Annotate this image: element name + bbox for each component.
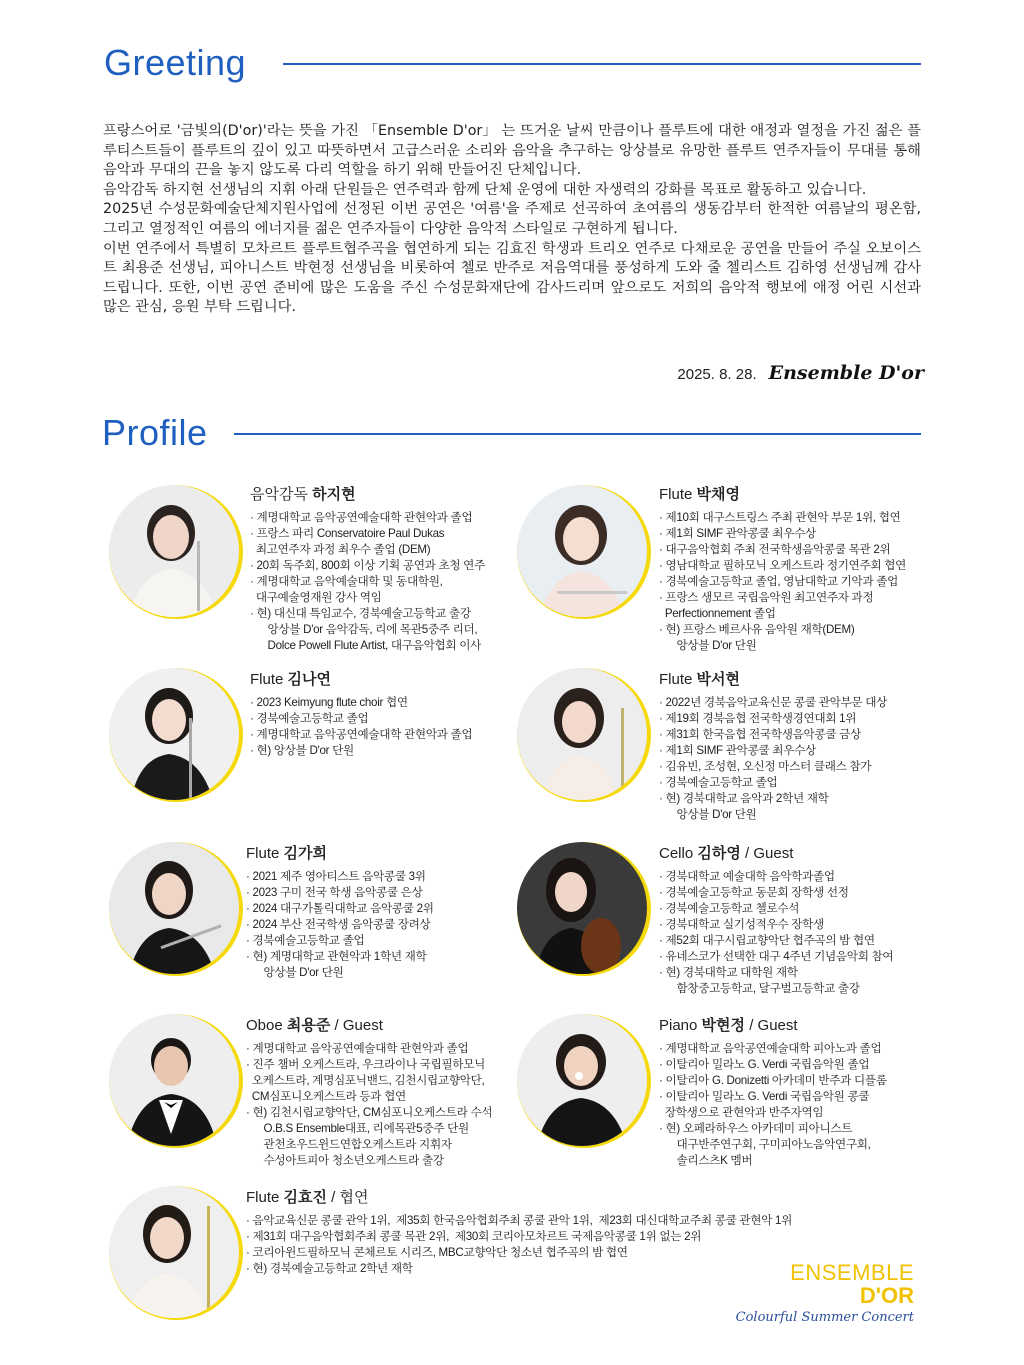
profile-item: · 현) 앙상블 D'or 단원 — [250, 744, 354, 757]
profile-item: · 김유빈, 조성현, 오신정 마스터 클래스 참가 — [659, 760, 872, 773]
profile-list — [246, 1213, 792, 1277]
profile-title: Profile — [102, 412, 208, 453]
profile-item: · 경북예술고등학교 졸업 — [659, 776, 778, 789]
profile-card — [659, 1014, 887, 1169]
profile-item: · 20회 독주회, 800회 이상 기획 공연과 초청 연주 — [250, 559, 485, 572]
profile-item: 함창중고등학교, 달구벌고등학교 출강 — [659, 982, 860, 995]
profile-item: 관천초우드윈드연합오케스트라 지휘자 — [246, 1138, 452, 1151]
profile-item: · 코리아윈드필하모닉 콘체르토 시리즈, MBC교향악단 청소년 협주곡의 밤 협연 — [246, 1246, 628, 1259]
logo-concert-title: Colourful Summer Concert — [735, 1310, 914, 1325]
profile-name: Piano 박현정 / Guest — [659, 1017, 798, 1034]
profile-item: 수성아트피아 청소년오케스트라 출강 — [246, 1154, 444, 1167]
portrait-photo — [517, 668, 647, 800]
profile-item: · 경북예술고등학교 동문회 장학생 선정 — [659, 886, 849, 899]
portrait-photo — [109, 668, 239, 800]
ensemble-signature: Ensemble D'or — [768, 362, 924, 384]
profile-item: · 현) 경북대학교 대학원 재학 — [659, 966, 798, 979]
profile-name: Flute 김가희 — [246, 845, 328, 862]
profile-item: O.B.S Ensemble대표, 리에목관5중주 단원 — [246, 1122, 469, 1135]
profile-item: · 경북예술고등학교 졸업, 영남대학교 기악과 졸업 — [659, 575, 899, 588]
profile-item: · 계명대학교 음악공연예술대학 피아노과 졸업 — [659, 1042, 882, 1055]
profile-list — [246, 1041, 492, 1169]
greeting-paragraph: 이번 연주에서 특별히 모차르트 플루트협주곡을 협연하게 되는 김효진 학생과 트리오 연주로 다채로운 공연을 만들어 주실 오보이스트 최용준 선생님, 피아니스트 박현정 선생님을 비롯하여 첼로 반주로 저음역대를 풍성하게 도와 줄 첼리스트 김하영 선생님께 감사드립니다. 또한, 이번 공연 준비에 많은 도움을 주신 수성문화재단에 감사드리며 앞으로도 저희의 음악적 행보에 애정 어린 시선과 많은 관심, 응원 부탁 드립니다. — [103, 240, 921, 316]
profile-card — [246, 1014, 492, 1169]
profile-name: Flute 박채영 — [659, 486, 741, 503]
logo-ensemble: ENSEMBLE — [790, 1260, 914, 1285]
profile-item: · 2023 구미 전국 학생 음악콩쿨 은상 — [246, 886, 423, 899]
profile-list — [659, 869, 893, 997]
profile-item: · 2024 부산 전국학생 음악콩쿨 장려상 — [246, 918, 431, 931]
greeting-paragraph: 프랑스어로 '금빛의(D'or)'라는 뜻을 가진 「Ensemble D'or」 는 뜨거운 날씨 만큼이나 플루트에 대한 애정과 열정을 가진 젊은 플루티스트들이 플루트의 깊이 있고 따뜻하면서 고급스러운 소리와 음악을 추구하는 앙상블로 유망한 플루트 연주자들이 무대를 통해 음악과 무대의 끈을 놓지 않도록 다리 역할을 하기 위해 만들어진 단체입니다. — [103, 123, 921, 179]
profile-item: · 현) 프랑스 베르사유 음악원 재학(DEM) — [659, 623, 855, 636]
profile-item: · 경북예술고등학교 졸업 — [250, 712, 369, 725]
profile-item: · 계명대학교 음악공연예술대학 관현악과 졸업 — [250, 511, 473, 524]
ensemble-logo — [736, 1262, 914, 1325]
profile-item: · 경북예술고등학교 첼로수석 — [659, 902, 800, 915]
profile-card — [250, 483, 485, 654]
profile-item: 솔리스츠K 멤버 — [659, 1154, 753, 1167]
profile-item: · 제31회 대구음악협회주최 콩쿨 목관 2위, 제30회 코리아모차르트 국제음악콩쿨 1위 없는 2위 — [246, 1230, 702, 1243]
portrait-photo — [109, 1014, 239, 1146]
portrait-photo — [109, 1186, 239, 1318]
portrait-photo — [517, 1014, 647, 1146]
profile-item: · 음악교육신문 콩쿨 관악 1위, 제35회 한국음악협회주최 콩쿨 관악 1위, 제23회 대신대학교주최 콩쿨 관현악 1위 — [246, 1214, 793, 1227]
profile-item: · 프랑스 파리 Conservatoire Paul Dukas — [250, 527, 445, 540]
portrait-photo — [517, 485, 647, 617]
logo-dor: D'OR — [859, 1283, 914, 1308]
profile-list — [659, 695, 887, 823]
profile-item: · 프랑스 생모르 국립음악원 최고연주자 과정 — [659, 591, 874, 604]
profile-item: · 경북대학교 예술대학 음악학과졸업 — [659, 870, 835, 883]
profile-list — [250, 695, 472, 759]
profile-item: · 제19회 경북음협 전국학생경연대회 1위 — [659, 712, 857, 725]
greeting-paragraph: 2025년 수성문화예술단체지원사업에 선정된 이번 공연은 '여름'을 주제로 선곡하여 초여름의 생동감부터 한적한 여름날의 평온함, 그리고 열정적인 여름의 에너지를 젊은 연주자들이 다양한 음악적 스타일로 구현하게 됩니다. — [103, 201, 921, 237]
profile-item: 최고연주자 과정 최우수 졸업 (DEM) — [250, 543, 431, 556]
profile-name: Cello 김하영 / Guest — [659, 845, 794, 862]
profile-item: Perfectionnement 졸업 — [659, 607, 776, 620]
profile-item: 앙상블 D'or 단원 — [246, 966, 344, 979]
profile-item: · 제10회 대구스트링스 주최 관현악 부문 1위, 협연 — [659, 511, 901, 524]
profile-item: 앙상블 D'or 단원 — [659, 639, 757, 652]
greeting-date: 2025. 8. 28. — [677, 366, 757, 383]
profile-item: · 현) 계명대학교 관현악과 1학년 재학 — [246, 950, 427, 963]
profile-item: · 경북예술고등학교 졸업 — [246, 934, 365, 947]
profile-list — [659, 1041, 887, 1169]
profile-item: 앙상블 D'or 음악감독, 리에 목관5중주 리더, — [250, 623, 478, 636]
profile-item: · 2023 Keimyung flute choir 협연 — [250, 696, 408, 709]
profile-item: · 계명대학교 음악공연예술대학 관현악과 졸업 — [246, 1042, 469, 1055]
profile-list — [250, 510, 485, 654]
profile-item: Dolce Powell Flute Artist, 대구음악협회 이사 — [250, 639, 481, 652]
profile-item: · 제31회 한국음협 전국학생음악콩쿨 금상 — [659, 728, 861, 741]
greeting-title: Greeting — [104, 42, 247, 83]
profile-item: 대구예술영재원 강사 역임 — [250, 591, 382, 604]
profile-item: · 이탈리아 G. Donizetti 아카데미 반주과 디플롬 — [659, 1074, 887, 1087]
profile-item: · 제1회 SIMF 관악콩쿨 최우수상 — [659, 527, 816, 540]
profile-list — [246, 869, 434, 981]
profile-item: · 현) 경북대학교 음악과 2학년 재학 — [659, 792, 829, 805]
profile-name: Oboe 최용준 / Guest — [246, 1017, 383, 1034]
profile-item: · 이탈리아 밀라노 G. Verdi 국립음악원 콩쿨 — [659, 1090, 870, 1103]
profile-card — [246, 842, 434, 981]
profile-item: · 제1회 SIMF 관악콩쿨 최우수상 — [659, 744, 816, 757]
profile-item: · 계명대학교 음악공연예술대학 관현악과 졸업 — [250, 728, 473, 741]
profile-item: · 진주 챔버 오케스트라, 우크라이나 국립필하모닉 — [246, 1058, 486, 1071]
profile-item: · 경북대학교 실기성적우수 장학생 — [659, 918, 824, 931]
profile-item: · 유네스코가 선택한 대구 4주년 기념음악회 참여 — [659, 950, 894, 963]
profile-divider — [234, 433, 921, 435]
portrait-photo — [517, 842, 647, 974]
profile-item: · 2022년 경북음악교육신문 콩쿨 관악부문 대상 — [659, 696, 888, 709]
profile-card — [659, 483, 906, 654]
profile-item: · 현) 경북예술고등학교 2학년 재학 — [246, 1262, 413, 1275]
profile-item: · 이탈리아 밀라노 G. Verdi 국립음악원 졸업 — [659, 1058, 870, 1071]
profile-list — [659, 510, 906, 654]
profile-item: 앙상블 D'or 단원 — [659, 808, 757, 821]
greeting-body — [103, 122, 921, 318]
profile-item: · 제52회 대구시립교향악단 협주곡의 밤 협연 — [659, 934, 875, 947]
profile-name: Flute 박서현 — [659, 671, 741, 688]
greeting-signoff — [677, 362, 924, 384]
greeting-divider — [283, 63, 921, 65]
profile-item: 장학생으로 관현악과 반주자역임 — [659, 1106, 824, 1119]
profile-item: · 2021 제주 영아티스트 음악콩쿨 3위 — [246, 870, 426, 883]
profile-name: 음악감독 하지현 — [250, 486, 356, 503]
profile-card — [246, 1186, 792, 1277]
profile-item: · 현) 오페라하우스 아카데미 피아니스트 — [659, 1122, 853, 1135]
profile-item: · 현) 대신대 특임교수, 경북예술고등학교 출강 — [250, 607, 471, 620]
profile-card — [659, 842, 893, 997]
profile-item: 대구반주연구회, 구미피아노음악연구회, — [659, 1138, 871, 1151]
profile-item: 오케스트라, 계명심포닉밴드, 김천시립교향악단, — [246, 1074, 485, 1087]
profile-item: · 대구음악협회 주최 전국학생음악콩쿨 목관 2위 — [659, 543, 891, 556]
portrait-photo — [109, 842, 239, 974]
profile-card — [250, 668, 472, 759]
greeting-paragraph: 음악감독 하지현 선생님의 지휘 아래 단원들은 연주력과 함께 단체 운영에 대한 자생력의 강화를 목표로 활동하고 있습니다. — [103, 181, 867, 198]
profile-item: CM심포니오케스트라 등과 협연 — [246, 1090, 406, 1103]
profile-item: · 현) 김천시립교향악단, CM심포니오케스트라 수석 — [246, 1106, 493, 1119]
profile-item: · 영남대학교 필하모닉 오케스트라 정기연주회 협연 — [659, 559, 907, 572]
profile-card — [659, 668, 887, 823]
portrait-photo — [109, 485, 239, 617]
profile-item: · 계명대학교 음악예술대학 및 동대학원, — [250, 575, 443, 588]
profile-item: · 2024 대구가톨릭대학교 음악콩쿨 2위 — [246, 902, 434, 915]
profile-name: Flute 김효진 / 협연 — [246, 1189, 369, 1206]
profile-name: Flute 김나연 — [250, 671, 332, 688]
